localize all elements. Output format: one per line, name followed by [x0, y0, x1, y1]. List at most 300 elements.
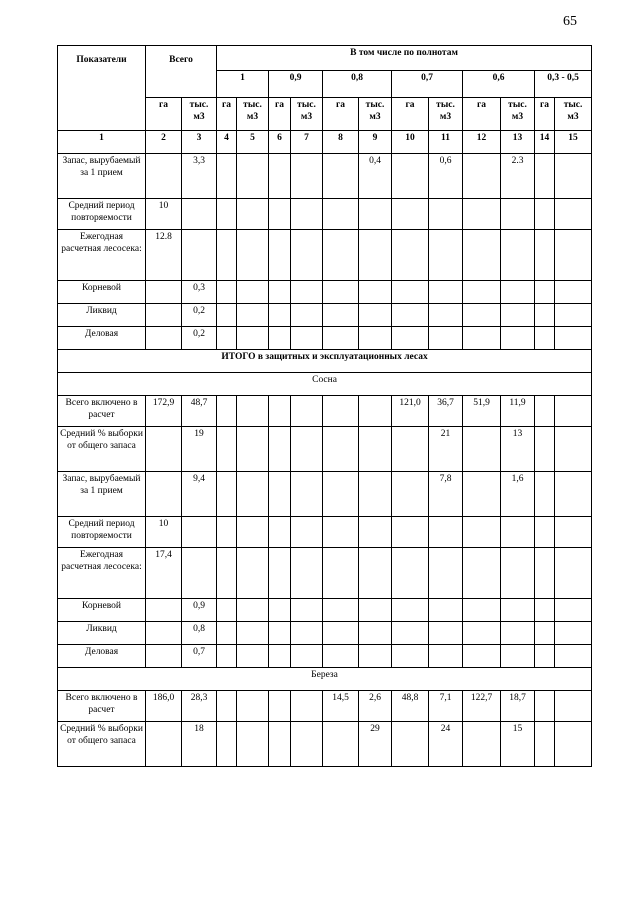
table-cell [359, 230, 392, 281]
column-number: 4 [217, 131, 237, 154]
table-cell [429, 327, 463, 350]
table-cell [535, 722, 555, 767]
table-cell [291, 327, 323, 350]
table-cell [269, 230, 291, 281]
table-cell [323, 199, 359, 230]
table-cell [535, 472, 555, 517]
table-cell: 19 [182, 427, 217, 472]
table-cell [535, 517, 555, 548]
table-cell [237, 281, 269, 304]
column-number: 10 [392, 131, 429, 154]
table-cell [535, 622, 555, 645]
table-cell [323, 472, 359, 517]
table-cell [463, 230, 501, 281]
table-cell [217, 230, 237, 281]
table-cell: 17,4 [146, 548, 182, 599]
table-cell: 0,9 [182, 599, 217, 622]
table-cell [291, 548, 323, 599]
unit-ha: га [323, 98, 359, 131]
row-label: Запас, вырубаемый за 1 прием [58, 154, 146, 199]
table-cell [291, 622, 323, 645]
table-cell [392, 722, 429, 767]
table-cell: 0,7 [182, 645, 217, 668]
table-cell: 24 [429, 722, 463, 767]
table-cell [535, 281, 555, 304]
table-cell [237, 154, 269, 199]
table-cell [217, 599, 237, 622]
column-number: 7 [291, 131, 323, 154]
row-label: Запас, вырубаемый за 1 прием [58, 472, 146, 517]
table-cell: 121,0 [392, 396, 429, 427]
table-cell [555, 281, 592, 304]
header-indicators: Показатели [58, 46, 146, 131]
unit-ha: га [392, 98, 429, 131]
table-cell: 48,8 [392, 691, 429, 722]
row-label: Корневой [58, 599, 146, 622]
table-cell [146, 472, 182, 517]
table-cell [291, 199, 323, 230]
table-cell [269, 722, 291, 767]
column-number: 14 [535, 131, 555, 154]
table-cell [146, 327, 182, 350]
row-label: Деловая [58, 327, 146, 350]
row-label: Ежегодная расчетная лесосека: [58, 230, 146, 281]
table-cell [501, 517, 535, 548]
table-cell [237, 548, 269, 599]
column-number: 8 [323, 131, 359, 154]
table-cell [291, 517, 323, 548]
table-cell [392, 230, 429, 281]
table-cell: 28,3 [182, 691, 217, 722]
table-cell [269, 599, 291, 622]
table-cell: 11,9 [501, 396, 535, 427]
table-cell: 2.3 [501, 154, 535, 199]
table-cell [392, 199, 429, 230]
table-row [58, 599, 592, 622]
table-cell [291, 427, 323, 472]
table-cell: 13 [501, 427, 535, 472]
table-cell [535, 691, 555, 722]
unit-m3: тыс. м3 [555, 98, 592, 131]
table-cell: 12.8 [146, 230, 182, 281]
table-cell [463, 548, 501, 599]
table-cell [463, 622, 501, 645]
table-cell [463, 722, 501, 767]
table-cell [392, 548, 429, 599]
table-cell [217, 327, 237, 350]
table-cell [291, 154, 323, 199]
table-cell [217, 548, 237, 599]
table-cell [291, 281, 323, 304]
table-cell [463, 327, 501, 350]
table-cell [359, 517, 392, 548]
table-cell [146, 622, 182, 645]
table-cell [237, 622, 269, 645]
table-cell [323, 548, 359, 599]
table-cell [535, 427, 555, 472]
column-number: 9 [359, 131, 392, 154]
row-label: Корневой [58, 281, 146, 304]
table-cell [217, 622, 237, 645]
table-cell: 0,3 [182, 281, 217, 304]
table-cell [392, 154, 429, 199]
table-cell [182, 517, 217, 548]
column-number: 12 [463, 131, 501, 154]
table-row [58, 199, 592, 230]
table-cell: 7,8 [429, 472, 463, 517]
table-row [58, 427, 592, 472]
table-cell [392, 304, 429, 327]
row-label: Средний % выборки от общего запаса [58, 427, 146, 472]
row-label: Ежегодная расчетная лесосека: [58, 548, 146, 599]
table-cell [501, 230, 535, 281]
table-cell [555, 517, 592, 548]
table-cell [463, 304, 501, 327]
table-cell [555, 599, 592, 622]
table-row [58, 517, 592, 548]
table-cell [501, 327, 535, 350]
table-cell [429, 599, 463, 622]
table-cell: 7,1 [429, 691, 463, 722]
table-row [58, 548, 592, 599]
table-cell [323, 427, 359, 472]
table-cell [217, 472, 237, 517]
column-number: 1 [58, 131, 146, 154]
table-cell [501, 281, 535, 304]
table-cell [463, 281, 501, 304]
table-cell [237, 199, 269, 230]
table-cell: 18,7 [501, 691, 535, 722]
table-cell [237, 645, 269, 668]
density-header: 0,6 [463, 71, 535, 98]
table-cell [555, 199, 592, 230]
table-cell [323, 722, 359, 767]
unit-ha: га [217, 98, 237, 131]
table-cell [323, 622, 359, 645]
table-cell: 48,7 [182, 396, 217, 427]
table-cell [217, 691, 237, 722]
header-row-1 [58, 46, 592, 71]
table-cell [146, 722, 182, 767]
table-cell [429, 548, 463, 599]
table-cell [535, 199, 555, 230]
table-cell: 0,2 [182, 304, 217, 327]
row-label: Деловая [58, 645, 146, 668]
table-cell [217, 154, 237, 199]
table-cell [535, 599, 555, 622]
table-cell [392, 427, 429, 472]
unit-m3: тыс. м3 [359, 98, 392, 131]
table-row [58, 281, 592, 304]
table-cell [323, 327, 359, 350]
table-row [58, 396, 592, 427]
table-cell [237, 517, 269, 548]
table-cell [146, 599, 182, 622]
table-cell [323, 517, 359, 548]
table-cell: 2,6 [359, 691, 392, 722]
table-cell [501, 199, 535, 230]
table-cell [555, 154, 592, 199]
table-cell [359, 548, 392, 599]
row-label: Средний период повторяемости [58, 199, 146, 230]
table-cell [323, 230, 359, 281]
table-cell [237, 691, 269, 722]
section-title: ИТОГО в защитных и эксплуатационных лесах [58, 350, 592, 373]
table-cell [269, 691, 291, 722]
table-cell [146, 427, 182, 472]
table-cell [237, 722, 269, 767]
table-cell: 10 [146, 517, 182, 548]
table-cell [291, 722, 323, 767]
table-cell [429, 517, 463, 548]
table-cell: 0,8 [182, 622, 217, 645]
table-cell [217, 517, 237, 548]
table-cell [535, 548, 555, 599]
table-cell [463, 154, 501, 199]
table-cell: 15 [501, 722, 535, 767]
table-cell: 14,5 [323, 691, 359, 722]
table-row [58, 622, 592, 645]
table-cell [237, 472, 269, 517]
table-cell [463, 472, 501, 517]
unit-ha: га [146, 98, 182, 131]
table-cell [182, 230, 217, 281]
density-header: 1 [217, 71, 269, 98]
table-cell [291, 691, 323, 722]
unit-m3: тыс. м3 [291, 98, 323, 131]
table-cell [392, 327, 429, 350]
table-cell [501, 304, 535, 327]
table-cell [501, 548, 535, 599]
table-cell [463, 427, 501, 472]
table-cell [269, 427, 291, 472]
table-cell [323, 154, 359, 199]
table-cell [429, 230, 463, 281]
table-row [58, 304, 592, 327]
table-cell [359, 599, 392, 622]
table-cell [555, 645, 592, 668]
row-label: Средний период повторяемости [58, 517, 146, 548]
table-cell [392, 281, 429, 304]
table-cell [535, 327, 555, 350]
column-number: 15 [555, 131, 592, 154]
row-label: Всего включено в расчет [58, 396, 146, 427]
harvest-table [57, 45, 592, 767]
table-cell [291, 304, 323, 327]
table-cell [535, 154, 555, 199]
unit-ha: га [269, 98, 291, 131]
table-cell [555, 691, 592, 722]
table-cell [555, 304, 592, 327]
table-cell [359, 622, 392, 645]
table-cell: 51,9 [463, 396, 501, 427]
table-cell [359, 472, 392, 517]
table-cell [555, 472, 592, 517]
table-cell [501, 622, 535, 645]
table-cell [555, 230, 592, 281]
density-header: 0,7 [392, 71, 463, 98]
table-cell: 3,3 [182, 154, 217, 199]
table-cell: 1,6 [501, 472, 535, 517]
table-cell [269, 472, 291, 517]
table-row [58, 472, 592, 517]
table-cell [237, 304, 269, 327]
table-cell [217, 645, 237, 668]
unit-m3: тыс. м3 [182, 98, 217, 131]
table-cell [217, 427, 237, 472]
table-row [58, 230, 592, 281]
table-cell [392, 645, 429, 668]
density-header: 0,9 [269, 71, 323, 98]
table-cell [146, 154, 182, 199]
table-cell [237, 427, 269, 472]
row-label: Средний % выборки от общего запаса [58, 722, 146, 767]
table-cell [269, 281, 291, 304]
table-cell [182, 548, 217, 599]
table-cell [323, 599, 359, 622]
table-cell: 18 [182, 722, 217, 767]
unit-ha: га [463, 98, 501, 131]
table-cell [555, 327, 592, 350]
table-cell [269, 548, 291, 599]
table-cell [237, 327, 269, 350]
table-cell [429, 304, 463, 327]
table-cell [291, 230, 323, 281]
table-cell [182, 199, 217, 230]
table-cell [217, 199, 237, 230]
table-cell [392, 517, 429, 548]
column-number: 5 [237, 131, 269, 154]
table-cell [217, 281, 237, 304]
table-cell [555, 722, 592, 767]
header-total: Всего [146, 46, 217, 98]
table-cell: 21 [429, 427, 463, 472]
table-cell [555, 427, 592, 472]
table-cell [291, 599, 323, 622]
table-cell: 10 [146, 199, 182, 230]
table-cell [359, 427, 392, 472]
section-row [58, 350, 592, 373]
table-cell [429, 645, 463, 668]
section-title: Сосна [58, 373, 592, 396]
column-number: 2 [146, 131, 182, 154]
table-cell [269, 622, 291, 645]
table-cell [359, 396, 392, 427]
table-cell [392, 599, 429, 622]
table-cell [269, 304, 291, 327]
table-cell [535, 645, 555, 668]
table-cell [463, 517, 501, 548]
table-cell: 36,7 [429, 396, 463, 427]
table-row [58, 645, 592, 668]
table-cell [359, 199, 392, 230]
table-cell [501, 599, 535, 622]
table-cell [217, 722, 237, 767]
table-cell [429, 199, 463, 230]
table-cell [555, 622, 592, 645]
density-header: 0,3 - 0,5 [535, 71, 592, 98]
table-cell [269, 154, 291, 199]
table-cell [323, 281, 359, 304]
table-cell [463, 199, 501, 230]
table-cell [323, 304, 359, 327]
table-cell [269, 396, 291, 427]
table-cell [323, 645, 359, 668]
table-cell [392, 472, 429, 517]
table-cell [146, 645, 182, 668]
table-cell: 0,4 [359, 154, 392, 199]
table-cell [237, 599, 269, 622]
header-row-numbers [58, 131, 592, 154]
table-cell [323, 396, 359, 427]
table-cell [555, 548, 592, 599]
table-cell [291, 472, 323, 517]
table-cell [269, 517, 291, 548]
column-number: 3 [182, 131, 217, 154]
unit-ha: га [535, 98, 555, 131]
table-cell [217, 304, 237, 327]
table-cell [392, 622, 429, 645]
table-cell [359, 327, 392, 350]
table-cell [269, 199, 291, 230]
table-cell [359, 281, 392, 304]
table-row [58, 154, 592, 199]
unit-m3: тыс. м3 [501, 98, 535, 131]
table-cell [535, 304, 555, 327]
column-number: 11 [429, 131, 463, 154]
table-cell: 172,9 [146, 396, 182, 427]
section-title: Береза [58, 668, 592, 691]
column-number: 13 [501, 131, 535, 154]
table-cell [429, 281, 463, 304]
table-cell [463, 645, 501, 668]
unit-m3: тыс. м3 [429, 98, 463, 131]
table-cell [269, 645, 291, 668]
table-cell [501, 645, 535, 668]
table-cell [269, 327, 291, 350]
table-cell [535, 396, 555, 427]
density-header: 0,8 [323, 71, 392, 98]
header-by-density: В том числе по полнотам [217, 46, 592, 71]
table-cell [359, 645, 392, 668]
page-number: 65 [563, 14, 577, 29]
table-cell [291, 645, 323, 668]
row-label: Всего включено в расчет [58, 691, 146, 722]
table-cell [237, 230, 269, 281]
table-cell: 9,4 [182, 472, 217, 517]
table-cell [429, 622, 463, 645]
table-cell [359, 304, 392, 327]
unit-m3: тыс. м3 [237, 98, 269, 131]
column-number: 6 [269, 131, 291, 154]
table-cell: 29 [359, 722, 392, 767]
table-cell [237, 396, 269, 427]
table-cell [555, 396, 592, 427]
table-cell: 122,7 [463, 691, 501, 722]
table-row [58, 327, 592, 350]
table-row [58, 691, 592, 722]
section-row [58, 668, 592, 691]
table-cell [146, 304, 182, 327]
table-cell [291, 396, 323, 427]
table-cell: 186,0 [146, 691, 182, 722]
table-cell [146, 281, 182, 304]
table-cell [463, 599, 501, 622]
table-cell [217, 396, 237, 427]
row-label: Ликвид [58, 622, 146, 645]
table-cell [535, 230, 555, 281]
table-cell: 0,6 [429, 154, 463, 199]
